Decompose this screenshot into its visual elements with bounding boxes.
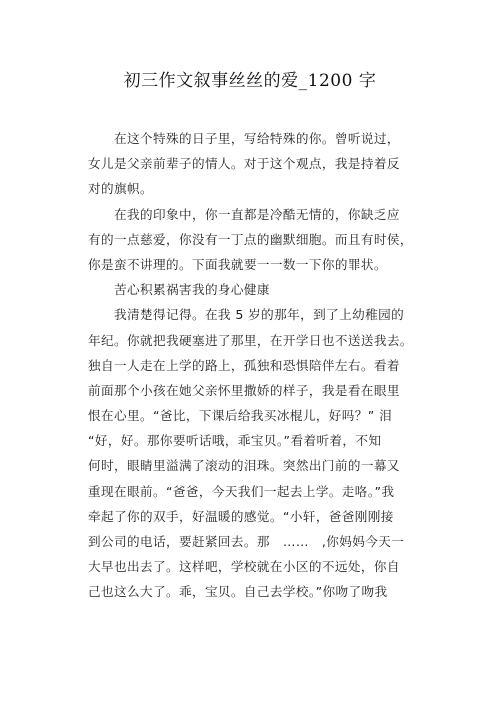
body-line: 牵起了你的双手，好温暖的感觉。“小轩，爸爸刚刚接 <box>88 508 394 524</box>
body-line: 前面那个小孩在她父亲怀里撒娇的样子，我是看在眼里 <box>88 382 400 398</box>
section-heading: 苦心积累祸害我的身心健康 <box>88 282 270 298</box>
body-line: 我清楚得记得。在我 5 岁的那年，到了上幼稚园的 <box>88 307 405 323</box>
document-body <box>88 126 420 605</box>
body-line: 何时，眼睛里溢满了滚动的泪珠。突然出门前的一幕又 <box>88 458 400 474</box>
body-line: 年纪。你就把我硬塞进了那里，在开学日也不送送我去。 <box>88 332 413 348</box>
body-line: 恨在心里。“爸比，下课后给我买冰棍儿，好吗？” 泪 <box>88 408 393 424</box>
body-line: 你是蛮不讲理的。下面我就要一一数一下你的罪状。 <box>88 256 387 272</box>
body-line: 大早也出去了。这样吧，学校就在小区的不远处，你自 <box>88 559 400 575</box>
body-line: 有的一点慈爱，你没有一丁点的幽默细胞。而且有时侯， <box>88 231 413 247</box>
body-line: 独自一人走在上学的路上，孤独和恐惧陪伴左右。看着 <box>88 357 400 373</box>
body-line: 重现在眼前。“爸爸，今天我们一起去上学。走咯。”我 <box>88 483 395 499</box>
body-line: 女儿是父亲前辈子的情人。对于这个观点，我是持着反 <box>88 156 400 172</box>
body-line: 在我的印象中，你一直都是冷酷无情的，你缺乏应 <box>88 206 400 222</box>
body-line: 到公司的电话，要赶紧回去。那 …… ,你妈妈今天一 <box>88 534 405 549</box>
body-line: 在这个特殊的日子里，写给特殊的你。曾听说过， <box>88 131 400 146</box>
body-line: 己也这么大了。乖，宝贝。自己去学校。”你吻了吻我 <box>88 584 388 600</box>
document-title: 初三作文叙事丝丝的爱_1200 字 <box>123 71 377 91</box>
body-line: 对的旗帜。 <box>88 181 153 197</box>
body-line: “好，好。那你要听话哦，乖宝贝。”看着听着，不知 <box>88 433 382 449</box>
